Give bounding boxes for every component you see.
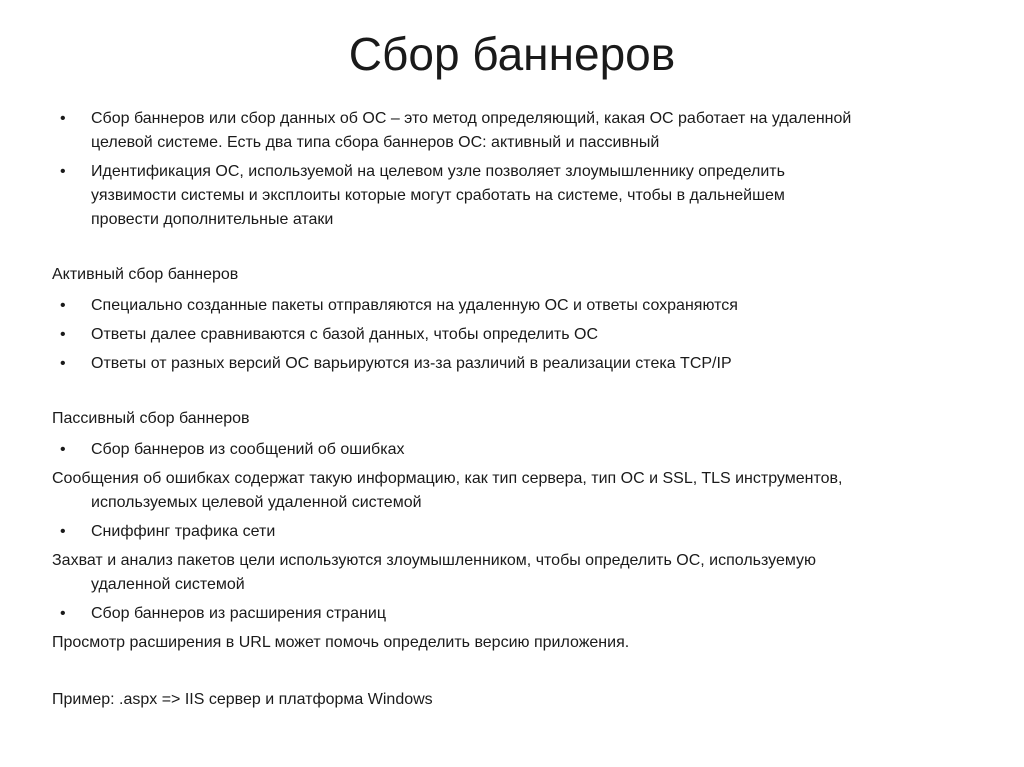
passive-bullet-2: Сниффинг трафика сети	[91, 523, 276, 540]
active-bullet-2: Ответы далее сравниваются с базой данных, чтобы определить ОС	[91, 326, 599, 343]
active-bullet-3: Ответы от разных версий ОС варьируются из-за различий в реализации стека TCP/IP	[91, 355, 732, 372]
intro-bullet-1-line-2: целевой системе. Есть два типа сбора баннеров ОС: активный и пассивный	[91, 134, 660, 151]
example-line: Пример: .aspx => IIS сервер и платформа Windows	[52, 691, 433, 708]
intro-bullet-2-line-3: провести дополнительные атаки	[91, 211, 334, 228]
bullet-marker: •	[60, 605, 66, 622]
intro-bullet-2-line-1: Идентификация ОС, используемой на целевом узле позволяет злоумышленнику определить	[91, 163, 785, 180]
intro-bullet-2-line-2: уязвимости системы и эксплоиты которые могут сработать на системе, чтобы в дальнейшем	[91, 187, 785, 204]
bullet-marker: •	[60, 110, 66, 127]
bullet-marker: •	[60, 163, 66, 180]
intro-bullet-1-line-1: Сбор баннеров или сбор данных об ОС – это метод определяющий, какая ОС работает на удаленной	[91, 110, 852, 127]
passive-paragraph-1-line-2: используемых целевой удаленной системой	[91, 494, 422, 511]
active-heading: Активный сбор баннеров	[52, 266, 239, 283]
passive-heading: Пассивный сбор баннеров	[52, 410, 250, 427]
passive-bullet-1: Сбор баннеров из сообщений об ошибках	[91, 441, 405, 458]
bullet-marker: •	[60, 523, 66, 540]
passive-paragraph-2-line-2: удаленной системой	[91, 576, 245, 593]
passive-paragraph-3: Просмотр расширения в URL может помочь определить версию приложения.	[52, 634, 630, 651]
bullet-marker: •	[60, 441, 66, 458]
bullet-marker: •	[60, 326, 66, 343]
passive-paragraph-2-line-1: Захват и анализ пакетов цели используются злоумышленником, чтобы определить ОС, используемую	[52, 552, 817, 569]
passive-paragraph-1-line-1: Сообщения об ошибках содержат такую информацию, как тип сервера, тип ОС и SSL, TLS инструментов,	[52, 470, 843, 487]
bullet-marker: •	[60, 297, 66, 314]
slide-title: Сбор баннеров	[348, 28, 676, 80]
active-bullet-1: Специально созданные пакеты отправляются на удаленную ОС и ответы сохраняются	[91, 297, 738, 314]
passive-bullet-3: Сбор баннеров из расширения страниц	[91, 605, 386, 622]
bullet-marker: •	[60, 355, 66, 372]
